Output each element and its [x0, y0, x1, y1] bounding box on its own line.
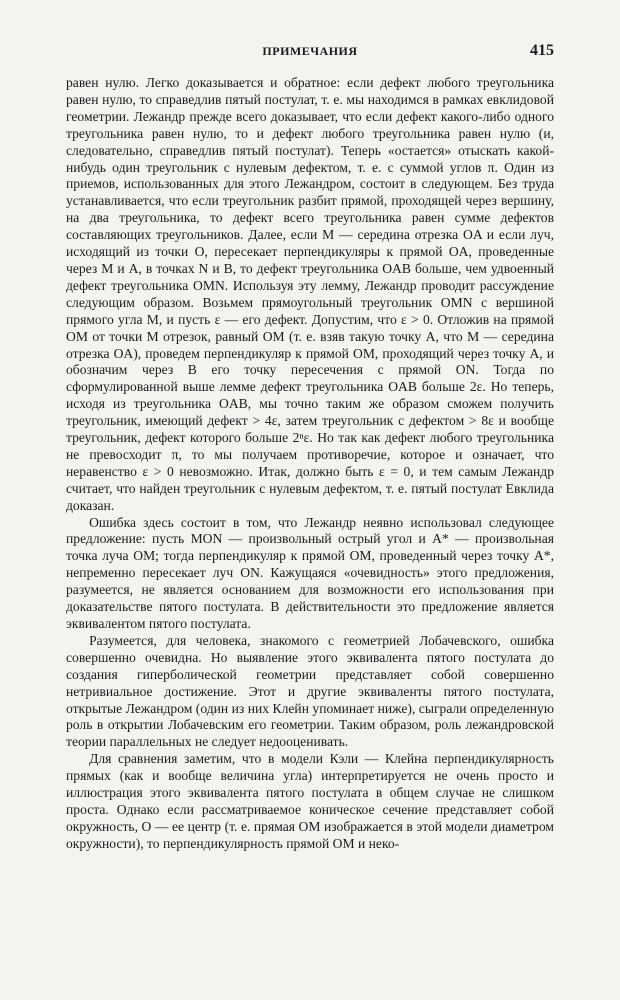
paragraph-continued: равен нулю. Легко доказывается и обратное: если дефект любого треугольника равен нулю, то справедлив пятый постулат, т. е. мы находимся в рамках евклидовой геометрии. Лежандр прежде всего доказывает, что если дефект какого-либо одного треугольника равен нулю, то и дефект любого треугольника равен нулю (и, следовательно, справедлив пятый постулат). Теперь «остается» отыскать какой-нибудь один треугольник с нулевым дефектом, т. е. с суммой углов π. Один из приемов, использованных для этого Лежандром, состоит в следующем. Без труда устанавливается, что если треугольник разбит прямой, проходящей через вершину, на два треугольника, то дефект всего треугольника равен сумме дефектов составляющих треугольников. Далее, если M — середина отрезка OA и если луч, исходящий из точки O, пересекает перпендикуляры к прямой OA, проведенные через M и A, в точках N и B, то дефект треугольника OAB больше, чем удвоенный дефект треугольника OMN. Используя эту лемму, Лежандр проводит рассуждение следующим образом. Возьмем прямоугольный треугольник OMN с вершиной прямого угла M, и пусть ε — его дефект. Допустим, что ε > 0. Отложив на прямой OM от точки M отрезок, равный OM (т. е. взяв такую точку A, что M — середина отрезка OA), проведем перпендикуляр к прямой OM, проходящий через точку A, и обозначим через B его точку пересечения с прямой ON. Тогда по сформулированной выше лемме дефект треугольника OAB больше 2ε. Но теперь, исходя из треугольника OAB, мы точно таким же образом сможем получить треугольник, имеющий дефект > 4ε, затем треугольник с дефектом > 8ε и вообще треугольник, дефект которого больше 2ⁿε. Но так как дефект любого треугольника не превосходит π, то мы получаем противоречие, которое и означает, что неравенство ε > 0 невозможно. Итак, должно быть ε = 0, и тем самым Лежандр считает, что найден треугольник с нулевым дефектом, т. е. пятый постулат Евклида доказан. [66, 75, 554, 513]
body-text [66, 75, 554, 853]
page-number: 415 [530, 42, 554, 59]
paragraph: Ошибка здесь состоит в том, что Лежандр неявно использовал следующее предложение: пусть MON — произвольный острый угол и A* — произвольная точка луча OM; тогда перпендикуляр к прямой OM, проведенный через точку A*, непременно пересекает луч ON. Кажущаяся «очевидность» этого предложения, разумеется, не является основанием для возможности его использования при доказательстве пятого постулата. В действительности это предложение является эквивалентом пятого постулата. [66, 514, 554, 631]
paragraph: Разумеется, для человека, знакомого с геометрией Лобачевского, ошибка совершенно очевидна. Но выявление этого эквивалента пятого постулата до создания гиперболической геометрии представляет собой совершенно нетривиальное достижение. Этот и другие эквиваленты пятого постулата, открытые Лежандром (один из них Клейн упоминает ниже), сыграли определенную роль в открытии Лобачевским его геометрии. Таким образом, роль лежандровской теории параллельных не следует недооценивать. [66, 632, 554, 750]
running-title: ПРИМЕЧАНИЯ [262, 44, 358, 58]
page-header [66, 44, 554, 64]
paragraph: Для сравнения заметим, что в модели Кэли — Клейна перпендикулярность прямых (как и вообще величина угла) интерпретируется не очень просто и иллюстрация этого эквивалента пятого постулата в общем случае не слишком проста. Однако если рассматриваемое коническое сечение представляет собой окружность, O — ее центр (т. е. прямая OM изображается в этой модели диаметром окружности), то перпендикулярность прямой OM и неко- [66, 751, 554, 851]
